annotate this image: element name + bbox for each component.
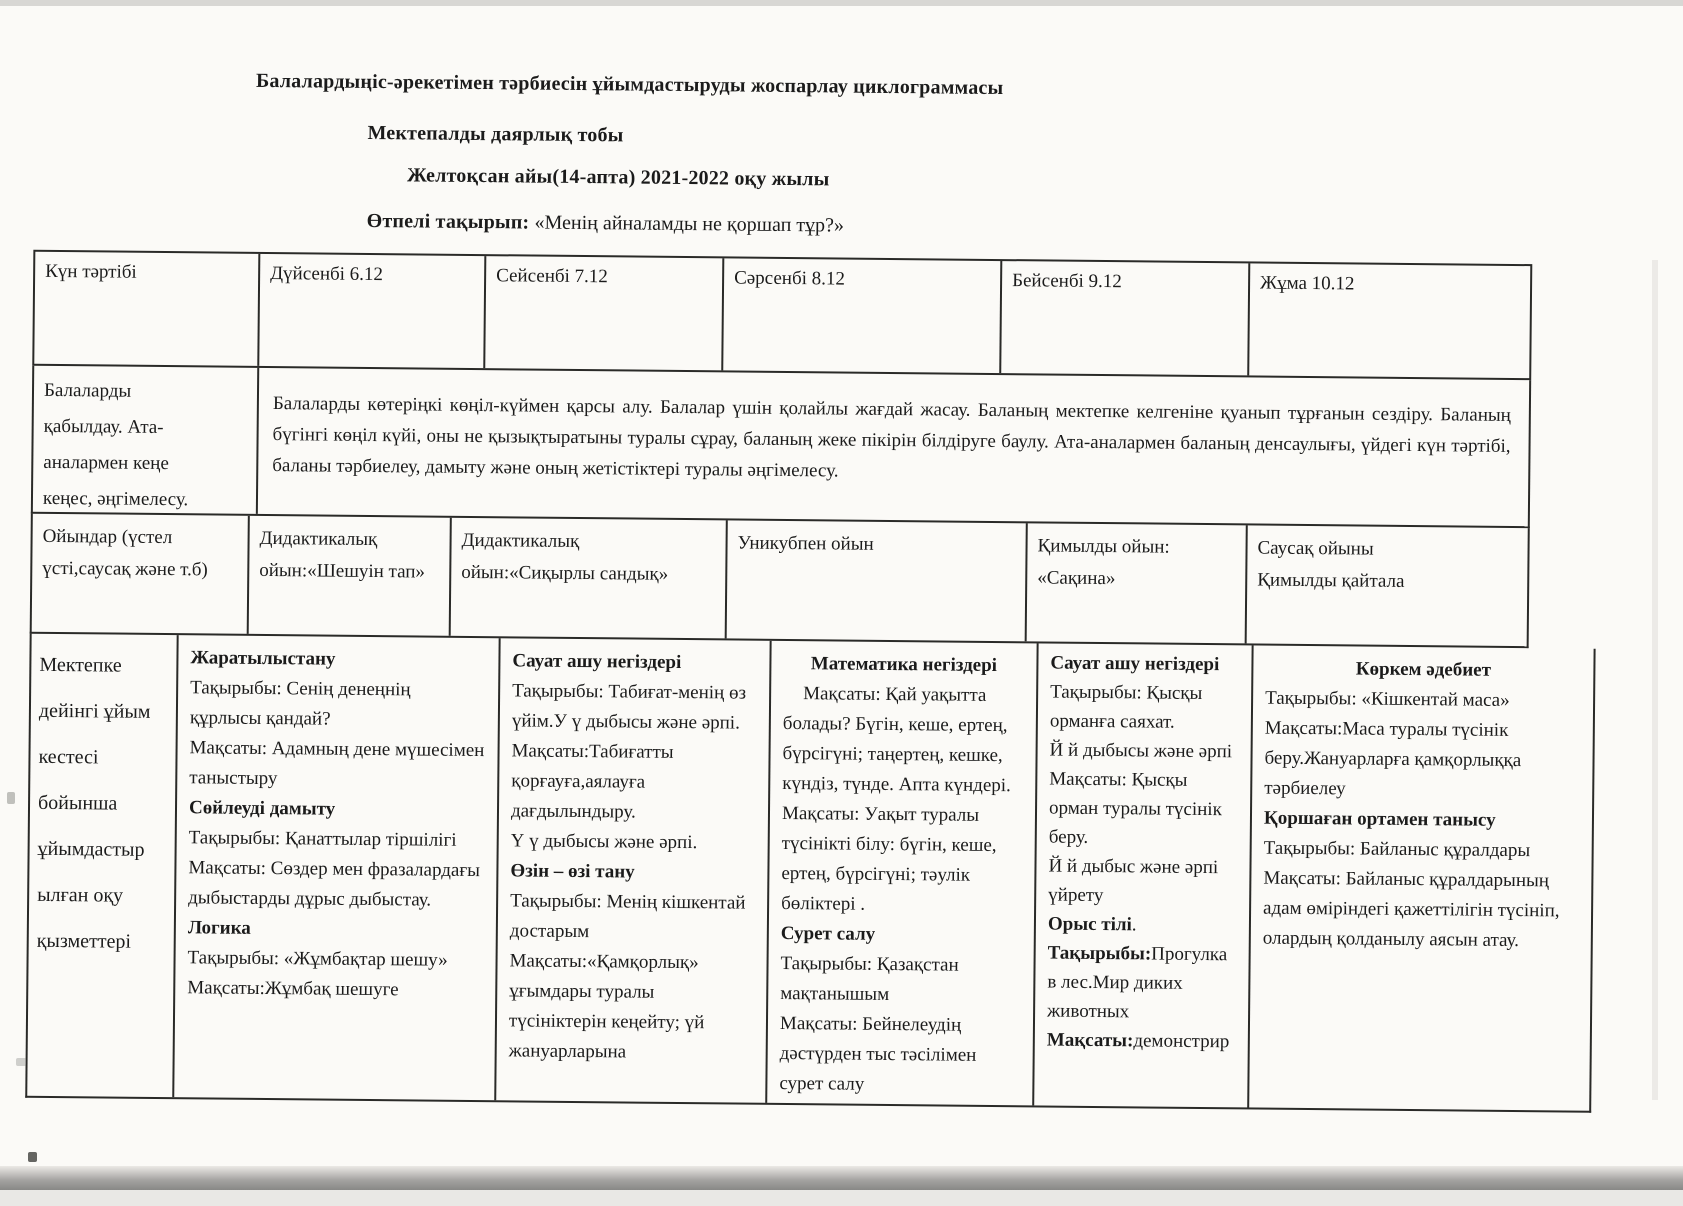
games-cell-tuesday: Дидактикалық ойын:«Сиқырлы сандық» [449, 518, 726, 639]
games-row [30, 514, 1530, 648]
lessons-row [25, 634, 1595, 1113]
games-cell-friday: Саусақ ойыны Қимылды қайтала [1245, 525, 1528, 646]
games-cell-monday: Дидактикалық ойын:«Шешуін тап» [247, 516, 450, 636]
lessons-cell-thursday: Сауат ашу негіздері Тақырыбы: Қысқы орманға саяхат. Й й дыбысы және әрпі Мақсаты: Қысқы орман туралы түсінік беру. Й й дыбыс және әрпі үйрету Орыс тілі. Тақырыбы:Прогулка в лес.Мир диких животных Мақсаты:демонстрир [1032, 643, 1251, 1107]
header-cell-monday: Дүйсенбі 6.12 [257, 254, 484, 368]
header-cell-tuesday: Сейсенбі 7.12 [483, 256, 722, 370]
lessons-cell-tuesday: Сауат ашу негіздері Тақырыбы: Табиғат-менің өз үйім.У ү дыбысы және әрпі. Мақсаты:Табиғатты қорғауға,аялауға дағдылындыру. Ү ү дыбысы және әрпі. Өзін – өзі тану Тақырыбы: Менің кішкентай достарым Мақсаты:«Қамқорлық» ұғымдары туралы түсініктерін кеңейту; үй жануарларына [494, 638, 769, 1103]
reception-description: Балаларды көтеріңкі көңіл-күймен қарсы алу. Балалар үшін қолайлы жағдай жасау. Баланың мектепке келгеніне қуанып тұрғанын сездіру. Баланың бүгінгі көңіл күйі, оны не қызықтыратыны туралы сұрау, баланың жеке пікірін білдіруге баулу. Ата-аналармен баланың денсаулығы, үйдегі күн тәртібі, баланы тәрбиелеу, дамыту және оның жетістіктері туралы әңгімелесу. [256, 368, 1529, 526]
games-row-label: Ойындар (үстел үсті,саусақ және т.б) [42, 525, 208, 581]
lessons-row-label: Мектепке дейінгі ұйым кестесі бойынша ұйымдастыр ылған оқу қызметтері [36, 653, 151, 953]
scan-edge-bottom [0, 1166, 1683, 1190]
lessons-cell-wednesday: Математика негіздері Мақсаты: Қай уақытта болады? Бүгін, кеше, ертең, бүрсігүні; таңертең, кешке, күндіз, түнде. Апта күндері. Мақсаты: Уақыт туралы түсінікті білу: бүгін, кеше, ертең, бүрсігүні; тәулік бөліктері . Сурет салу Тақырыбы: Қазақстан мақтанышым Мақсаты: Бейнелеудің дәстүрден тыс тәсілімен сурет салу [765, 641, 1036, 1106]
games-cell-wednesday: Уникубпен ойын [725, 520, 1026, 641]
document-subtitle-group: Мектепалды даярлық тобы [367, 121, 624, 147]
header-cell-daily-routine: Күн тәртібі [45, 260, 137, 283]
scan-artifact [28, 1152, 37, 1162]
document-subtitle-period: Желтоқсан айы(14-апта) 2021-2022 оқу жылы [406, 164, 830, 191]
header-cell-thursday: Бейсенбі 9.12 [999, 261, 1248, 375]
header-cell-friday: Жұма 10.12 [1247, 263, 1530, 378]
reception-row-label: Балаларды қабылдау. Ата- аналармен кеңе кеңес, әңгімелесу. [42, 379, 189, 511]
reception-row [31, 366, 1531, 528]
weekly-schedule-table [25, 250, 1599, 1113]
games-cell-thursday: Қимылды ойын: «Сақина» [1025, 523, 1246, 643]
lessons-cell-monday: Жаратылыстану Тақырыбы: Сенің денеңнің құрлысы қандай? Мақсаты: Адамның дене мүшесімен таныстыру Сөйлеуді дамыту Тақырыбы: Қанаттылар тіршілігі Мақсаты: Сөздер мен фразалардағы дыбыстарды дұрыс дыбыстау. Логика Тақырыбы: «Жұмбақтар шешу» Мақсаты:Жұмбақ шешуге [172, 635, 498, 1100]
document-title: Балалардыңіс-әрекетімен тәрбиесін ұйымдастыруды жоспарлау циклограммасы [255, 69, 1004, 100]
theme-value: «Менің айналамды не қоршап тұр?» [534, 211, 845, 237]
header-cell-wednesday: Сәрсенбі 8.12 [721, 258, 1000, 373]
lessons-cell-friday: Көркем әдебиет Тақырыбы: «Кішкентай маса» Мақсаты:Маса туралы түсінік беру.Жануарларға қамқорлыққа тәрбиелеу Қоршаған ортамен танысу Тақырыбы: Байланыс құралдары Мақсаты: Байланыс құралдарының адам өміріндегі қажеттілігін түсініп, олардың қолданылу аясын атау. [1247, 645, 1593, 1110]
document-theme-line [367, 210, 845, 238]
scan-artifact [16, 1058, 26, 1066]
table-header-row [32, 250, 1532, 380]
scan-artifact [7, 792, 15, 804]
scan-streak-right [1652, 260, 1658, 1100]
theme-label: Өтпелі тақырып: [366, 209, 530, 234]
